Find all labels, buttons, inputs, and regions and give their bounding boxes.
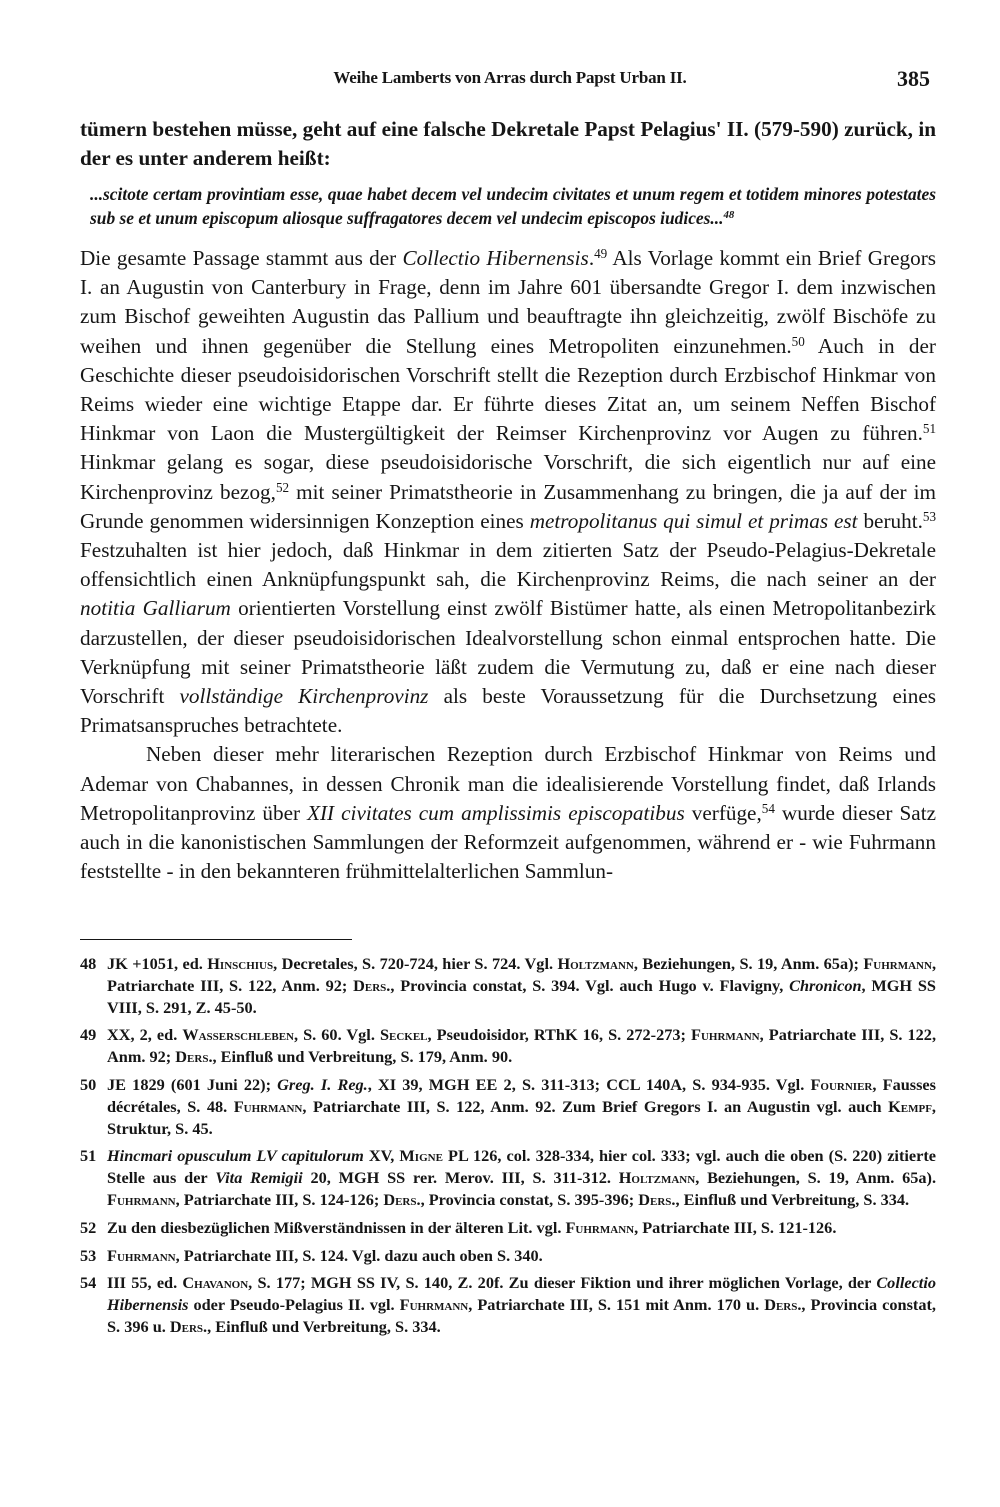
author-name: Seckel bbox=[379, 1025, 428, 1045]
footnote-number: 48 bbox=[80, 954, 97, 973]
footnote-text: Zu den diesbezüglichen Mißverständnissen in der älteren Lit. vgl. bbox=[107, 1217, 566, 1237]
footnote-48 bbox=[80, 953, 936, 1018]
italic-title: Collectio Hibernensis bbox=[107, 1273, 936, 1315]
footnote-text: , Einfluß und Verbreitung, S. 334. bbox=[207, 1316, 441, 1336]
author-name: Fuhrmann bbox=[233, 1096, 303, 1116]
author-name: Fuhrmann bbox=[691, 1025, 760, 1045]
footnote-text: , Decretales, S. 720-724, hier S. 724. Vgl. bbox=[273, 954, 558, 973]
italic-phrase: metropolitanus qui simul et primas est bbox=[529, 508, 858, 533]
text-run: Hinkmar gelang es sogar, diese pseudoisidorische Vorschrift, die sich eigentlich nur auf eine Kirchenprovinz bezog, bbox=[80, 450, 936, 504]
footnote-text: , S. 177; MGH SS IV, S. 140, Z. 20f. Zu dieser Fiktion und ihrer möglichen Vorlage, der bbox=[248, 1273, 877, 1293]
running-head bbox=[80, 68, 940, 96]
page-number: 385 bbox=[897, 66, 930, 91]
author-name: Hinschius bbox=[207, 954, 274, 973]
footnote-text: , Einfluß und Verbreitung, S. 334. bbox=[675, 1189, 910, 1209]
footnote-51 bbox=[80, 1145, 936, 1210]
author-name: Ders. bbox=[764, 1295, 802, 1315]
italic-phrase: vollständige Kirchenprovinz bbox=[179, 684, 429, 709]
main-text bbox=[80, 115, 936, 886]
author-name: Migne bbox=[399, 1146, 443, 1166]
footnote-text: , Patriarchate III, S. 124-126; bbox=[175, 1189, 384, 1209]
footnote-text: XX, 2, ed. bbox=[107, 1025, 183, 1045]
footnote-number: 51 bbox=[80, 1146, 97, 1166]
footnote-text: JK +1051, ed. bbox=[107, 954, 208, 973]
footnote-number: 53 bbox=[80, 1245, 97, 1265]
author-name: Fuhrmann bbox=[565, 1217, 635, 1237]
text-run: als beste Voraussetzung für die Durchsetzung eines Primatsanspruches betrachtete. bbox=[80, 684, 936, 738]
latin-quotation bbox=[90, 183, 936, 230]
footnote-text: , Fausses décrétales, S. 48. bbox=[107, 1074, 936, 1116]
footnote-text: , S. 60. Vgl. bbox=[293, 1025, 380, 1045]
author-name: Ders. bbox=[638, 1189, 676, 1209]
footnote-ref[interactable]: 51 bbox=[922, 421, 936, 436]
footnote-text: , Patriarchate III, S. 151 mit Anm. 170 u. bbox=[468, 1295, 765, 1315]
author-name: Fournier bbox=[810, 1074, 873, 1094]
italic-title: Collectio Hibernensis bbox=[402, 246, 589, 270]
quote-text: ...scitote certam provintiam esse, quae habet decem vel undecim civitates et unum regem et totidem minores potestates sub se et unum episcopum aliosque suffragatores decem vel undecim episcopos iudices... bbox=[90, 184, 936, 228]
footnote-ref[interactable]: 54 bbox=[761, 800, 775, 816]
footnote-text: , Beziehungen, S. 19, Anm. 65a); bbox=[633, 954, 864, 973]
footnote-text: XV, bbox=[363, 1146, 400, 1166]
author-name: Holtzmann bbox=[557, 954, 634, 973]
footnote-number: 50 bbox=[80, 1074, 97, 1094]
text-run: . bbox=[588, 246, 595, 270]
footnote-text: , Beziehungen, S. 19, Anm. 65a). bbox=[695, 1168, 937, 1188]
footnote-ref[interactable]: 52 bbox=[275, 479, 290, 495]
text-run: Auch in der Geschichte dieser pseudoisidorischen Vorschrift stellt die Rezeption durch Erzbischof Hinkmar von Reims wieder eine wichtige Etappe dar. Er führte dieses Zitat an, um seinem Neffen Bischof Hinkmar von Laon die Mustergültigkeit der Reimser Kirchenprovinz vor Augen zu führen. bbox=[80, 333, 936, 446]
footnote-text: , Provincia constat, S. 396 u. bbox=[107, 1295, 936, 1336]
italic-phrase: XII civitates cum amplissimis episcopatibus bbox=[307, 800, 685, 825]
author-name: Wasserschleben bbox=[182, 1025, 294, 1045]
footnote-text: , Patriarchate III, S. 122, Anm. 92. Zum Brief Gregors I. an Augustin vgl. auch bbox=[302, 1096, 889, 1116]
running-title: Weihe Lamberts von Arras durch Papst Urban II. bbox=[333, 68, 687, 87]
footnote-separator bbox=[80, 939, 352, 940]
italic-title: Hincmari opusculum LV capitulorum bbox=[107, 1146, 364, 1166]
text-run: verfüge, bbox=[684, 800, 762, 825]
author-name: Ders. bbox=[169, 1316, 208, 1336]
footnote-text: , Einfluß und Verbreitung, S. 179, Anm. 90. bbox=[212, 1047, 513, 1067]
footnote-text: , Provincia constat, S. 395-396; bbox=[420, 1189, 639, 1209]
footnote-ref[interactable]: 50 bbox=[791, 333, 805, 349]
text-run: Festzuhalten ist hier jedoch, daß Hinkmar in dem zitierten Satz der Pseudo-Pelagius-Dekretale offensichtlich einen Anknüpfungspunkt sah, die Kirchenprovinz Reims, die nach seiner an der bbox=[80, 538, 936, 592]
footnote-ref[interactable]: 53 bbox=[922, 508, 937, 524]
footnote-text: , MGH SS VIII, S. 291, Z. 45-50. bbox=[107, 975, 936, 1017]
footnote-53 bbox=[80, 1245, 936, 1267]
text-run: wurde dieser Satz auch in die kanonistischen Sammlungen der Reformzeit aufgenommen, während er - wie Fuhrmann feststellte - in den bekannteren frühmittelalterlichen Sammlun- bbox=[80, 800, 936, 884]
footnote-number: 54 bbox=[80, 1273, 97, 1293]
footnote-text: , Struktur, S. 45. bbox=[107, 1096, 936, 1138]
footnote-52 bbox=[80, 1217, 936, 1239]
text-run: Als Vorlage kommt ein Brief Gregors I. an Augustin von Canterbury in Frage, denn im Jahre 601 übersandte Gregor I. dem inzwischen zum Bischof geweihten Augustin das Pallium und beauftragte ihn gleichzeitig, zwölf Bischöfe zu weihen und ihnen gegenüber die Stellung eines Metropoliten einzunehmen. bbox=[80, 246, 936, 358]
footnote-text: , Patriarchate III, S. 121-126. bbox=[634, 1217, 837, 1237]
text-run: Neben dieser mehr literarischen Rezeption durch Erzbischof Hinkmar von Reims und Ademar von Chabannes, in dessen Chronik man die idealisierende Vorstellung findet, daß Irlands Metropolitanprovinz über bbox=[80, 742, 936, 825]
text-run: mit seiner Primatstheorie in Zusammenhang zu bringen, die ja auf der im Grunde genommen widersinnigen Konzeption eines bbox=[80, 479, 936, 533]
author-name: Fuhrmann bbox=[399, 1295, 469, 1315]
italic-title: Vita Remigii bbox=[215, 1168, 303, 1188]
italic-phrase: notitia Galliarum bbox=[80, 596, 231, 621]
footnotes bbox=[80, 953, 936, 1344]
paragraph-1: tümern bestehen müsse, geht auf eine falsche Dekretale Papst Pelagius' II. (579-590) zurück, in der es unter anderem heißt: bbox=[80, 117, 936, 171]
footnote-text: , Provincia constat, S. 394. Vgl. auch Hugo v. Flavigny, bbox=[390, 975, 790, 995]
paragraph-2 bbox=[80, 244, 936, 740]
author-name: Ders. bbox=[383, 1189, 421, 1209]
footnote-ref[interactable]: 48 bbox=[723, 208, 735, 221]
footnote-text: , Patriarchate III, S. 122, Anm. 92; bbox=[107, 1025, 937, 1067]
author-name: Fuhrmann bbox=[107, 1245, 176, 1265]
text-run: beruht. bbox=[857, 508, 923, 533]
text-run: Die gesamte Passage stammt aus der bbox=[80, 246, 403, 270]
author-name: Fuhrmann bbox=[107, 1189, 176, 1209]
paragraph-3 bbox=[80, 740, 936, 886]
author-name: Ders. bbox=[353, 975, 391, 995]
footnote-text: , Patriarchate III, S. 124. Vgl. dazu auch oben S. 340. bbox=[175, 1245, 543, 1265]
author-name: Chavanon bbox=[182, 1273, 249, 1293]
footnote-50 bbox=[80, 1074, 936, 1139]
footnote-text: III 55, ed. bbox=[107, 1273, 183, 1293]
author-name: Ders. bbox=[175, 1047, 213, 1067]
text-run: orientierten Vorstellung einst zwölf Bistümer hatte, als einen Metropolitanbezirk darzustellen, der dieser pseudoisidorischen Idealvorstellung schon einmal entsprochen hatte. Die Verknüpfung mit seiner Primatstheorie läßt zudem die Vermutung zu, daß er eine nach dieser Vorschrift bbox=[80, 596, 936, 709]
footnote-text: 20, MGH SS rer. Merov. III, S. 311-312. bbox=[302, 1168, 619, 1188]
footnote-text: , Patriarchate III, S. 122, Anm. 92; bbox=[107, 954, 937, 995]
footnote-text: , Pseudoisidor, RThK 16, S. 272-273; bbox=[427, 1025, 692, 1045]
footnote-54 bbox=[80, 1272, 936, 1337]
footnote-49 bbox=[80, 1024, 936, 1068]
footnote-text: oder Pseudo-Pelagius II. vgl. bbox=[188, 1295, 400, 1315]
author-name: Fuhrmann bbox=[863, 954, 932, 973]
footnote-ref[interactable]: 49 bbox=[594, 245, 608, 261]
author-name: Holtzmann bbox=[618, 1168, 696, 1188]
footnote-number: 49 bbox=[80, 1025, 97, 1045]
author-name: Kempf bbox=[888, 1096, 932, 1116]
footnote-number: 52 bbox=[80, 1217, 97, 1237]
footnote-text: JE 1829 (601 Juni 22); bbox=[107, 1074, 278, 1094]
italic-title: Greg. I. Reg. bbox=[277, 1074, 368, 1094]
italic-title: Chronicon bbox=[789, 975, 862, 995]
footnote-text: PL 126, col. 328-334, hier col. 333; vgl. auch die oben (S. 220) zitierte Stelle aus der bbox=[107, 1146, 936, 1188]
footnote-text: , XI 39, MGH EE 2, S. 311-313; CCL 140A, S. 934-935. Vgl. bbox=[367, 1074, 811, 1094]
